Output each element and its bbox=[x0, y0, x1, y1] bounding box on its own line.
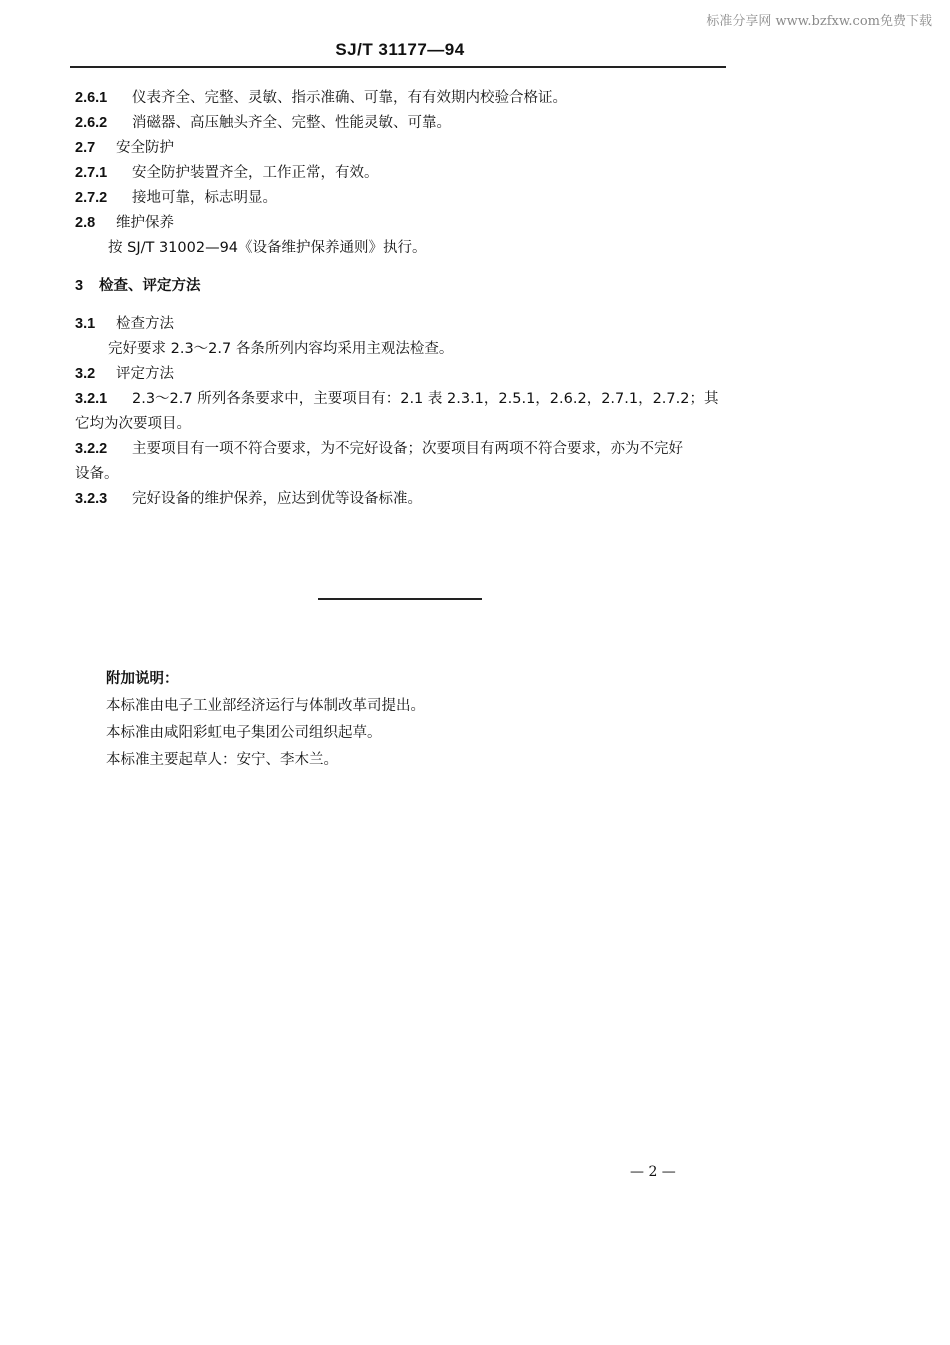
clause-text: 2.3～2.7 所列各条要求中，主要项目有：2.1 表 2.3.1，2.5.1，2.6.2，2.7.1，2.7.2；其 bbox=[132, 391, 719, 407]
header-divider bbox=[70, 66, 726, 68]
clause-number: 3.2.1 bbox=[75, 391, 108, 407]
clause-number: 3.2.3 bbox=[75, 491, 108, 507]
clause-number: 2.6.2 bbox=[75, 115, 108, 131]
clause-3-2-2 bbox=[75, 437, 727, 462]
clause-number: 3.2.2 bbox=[75, 441, 108, 457]
clause-heading: 评定方法 bbox=[116, 366, 174, 382]
clause-3-2-1 bbox=[75, 387, 727, 412]
clause-number: 2.7.1 bbox=[75, 165, 108, 181]
section-number: 3 bbox=[75, 278, 84, 294]
clause-number: 3.1 bbox=[75, 316, 96, 332]
clause-2-7 bbox=[75, 136, 727, 161]
clause-3-2-1-continued: 它均为次要项目。 bbox=[75, 416, 191, 432]
clause-3-1 bbox=[75, 312, 727, 337]
clause-heading: 安全防护 bbox=[116, 140, 174, 156]
clause-number: 2.6.1 bbox=[75, 90, 108, 106]
clause-text: 接地可靠，标志明显。 bbox=[132, 190, 277, 206]
clause-2-8-body: 按 SJ/T 31002—94《设备维护保养通则》执行。 bbox=[108, 240, 427, 256]
additional-notes bbox=[106, 666, 706, 774]
clause-3-1-body: 完好要求 2.3～2.7 各条所列内容均采用主观法检查。 bbox=[108, 341, 454, 357]
clause-3-2-2-continued: 设备。 bbox=[75, 466, 119, 482]
page-number: — 2 — bbox=[630, 1164, 676, 1180]
clause-text: 主要项目有一项不符合要求，为不完好设备；次要项目有两项不符合要求，亦为不完好 bbox=[132, 441, 683, 457]
notes-line: 本标准由咸阳彩虹电子集团公司组织起草。 bbox=[106, 725, 382, 741]
watermark-text: 标准分享网 www.bzfxw.com免费下载 bbox=[706, 14, 932, 29]
clause-number: 2.7 bbox=[75, 140, 96, 156]
clause-2-6-2 bbox=[75, 111, 727, 136]
notes-title: 附加说明： bbox=[106, 671, 179, 687]
clause-3-2-3 bbox=[75, 487, 727, 512]
clause-heading: 维护保养 bbox=[116, 215, 174, 231]
document-body bbox=[75, 86, 727, 512]
clause-2-8 bbox=[75, 211, 727, 236]
end-of-text-divider bbox=[318, 598, 482, 600]
notes-line: 本标准由电子工业部经济运行与体制改革司提出。 bbox=[106, 698, 425, 714]
document-code: SJ/T 31177—94 bbox=[335, 40, 465, 59]
clause-3-2 bbox=[75, 362, 727, 387]
section-title: 检查、评定方法 bbox=[99, 278, 201, 294]
clause-number: 2.7.2 bbox=[75, 190, 108, 206]
section-3-heading bbox=[75, 274, 727, 299]
clause-2-7-2 bbox=[75, 186, 727, 211]
clause-number: 2.8 bbox=[75, 215, 96, 231]
clause-2-7-1 bbox=[75, 161, 727, 186]
clause-text: 完好设备的维护保养，应达到优等设备标准。 bbox=[132, 491, 422, 507]
clause-number: 3.2 bbox=[75, 366, 96, 382]
clause-heading: 检查方法 bbox=[116, 316, 174, 332]
clause-2-6-1 bbox=[75, 86, 727, 111]
clause-text: 消磁器、高压触头齐全、完整、性能灵敏、可靠。 bbox=[132, 115, 451, 131]
notes-line: 本标准主要起草人：安宁、李木兰。 bbox=[106, 752, 338, 768]
clause-text: 安全防护装置齐全，工作正常，有效。 bbox=[132, 165, 379, 181]
clause-text: 仪表齐全、完整、灵敏、指示准确、可靠，有有效期内校验合格证。 bbox=[132, 90, 567, 106]
